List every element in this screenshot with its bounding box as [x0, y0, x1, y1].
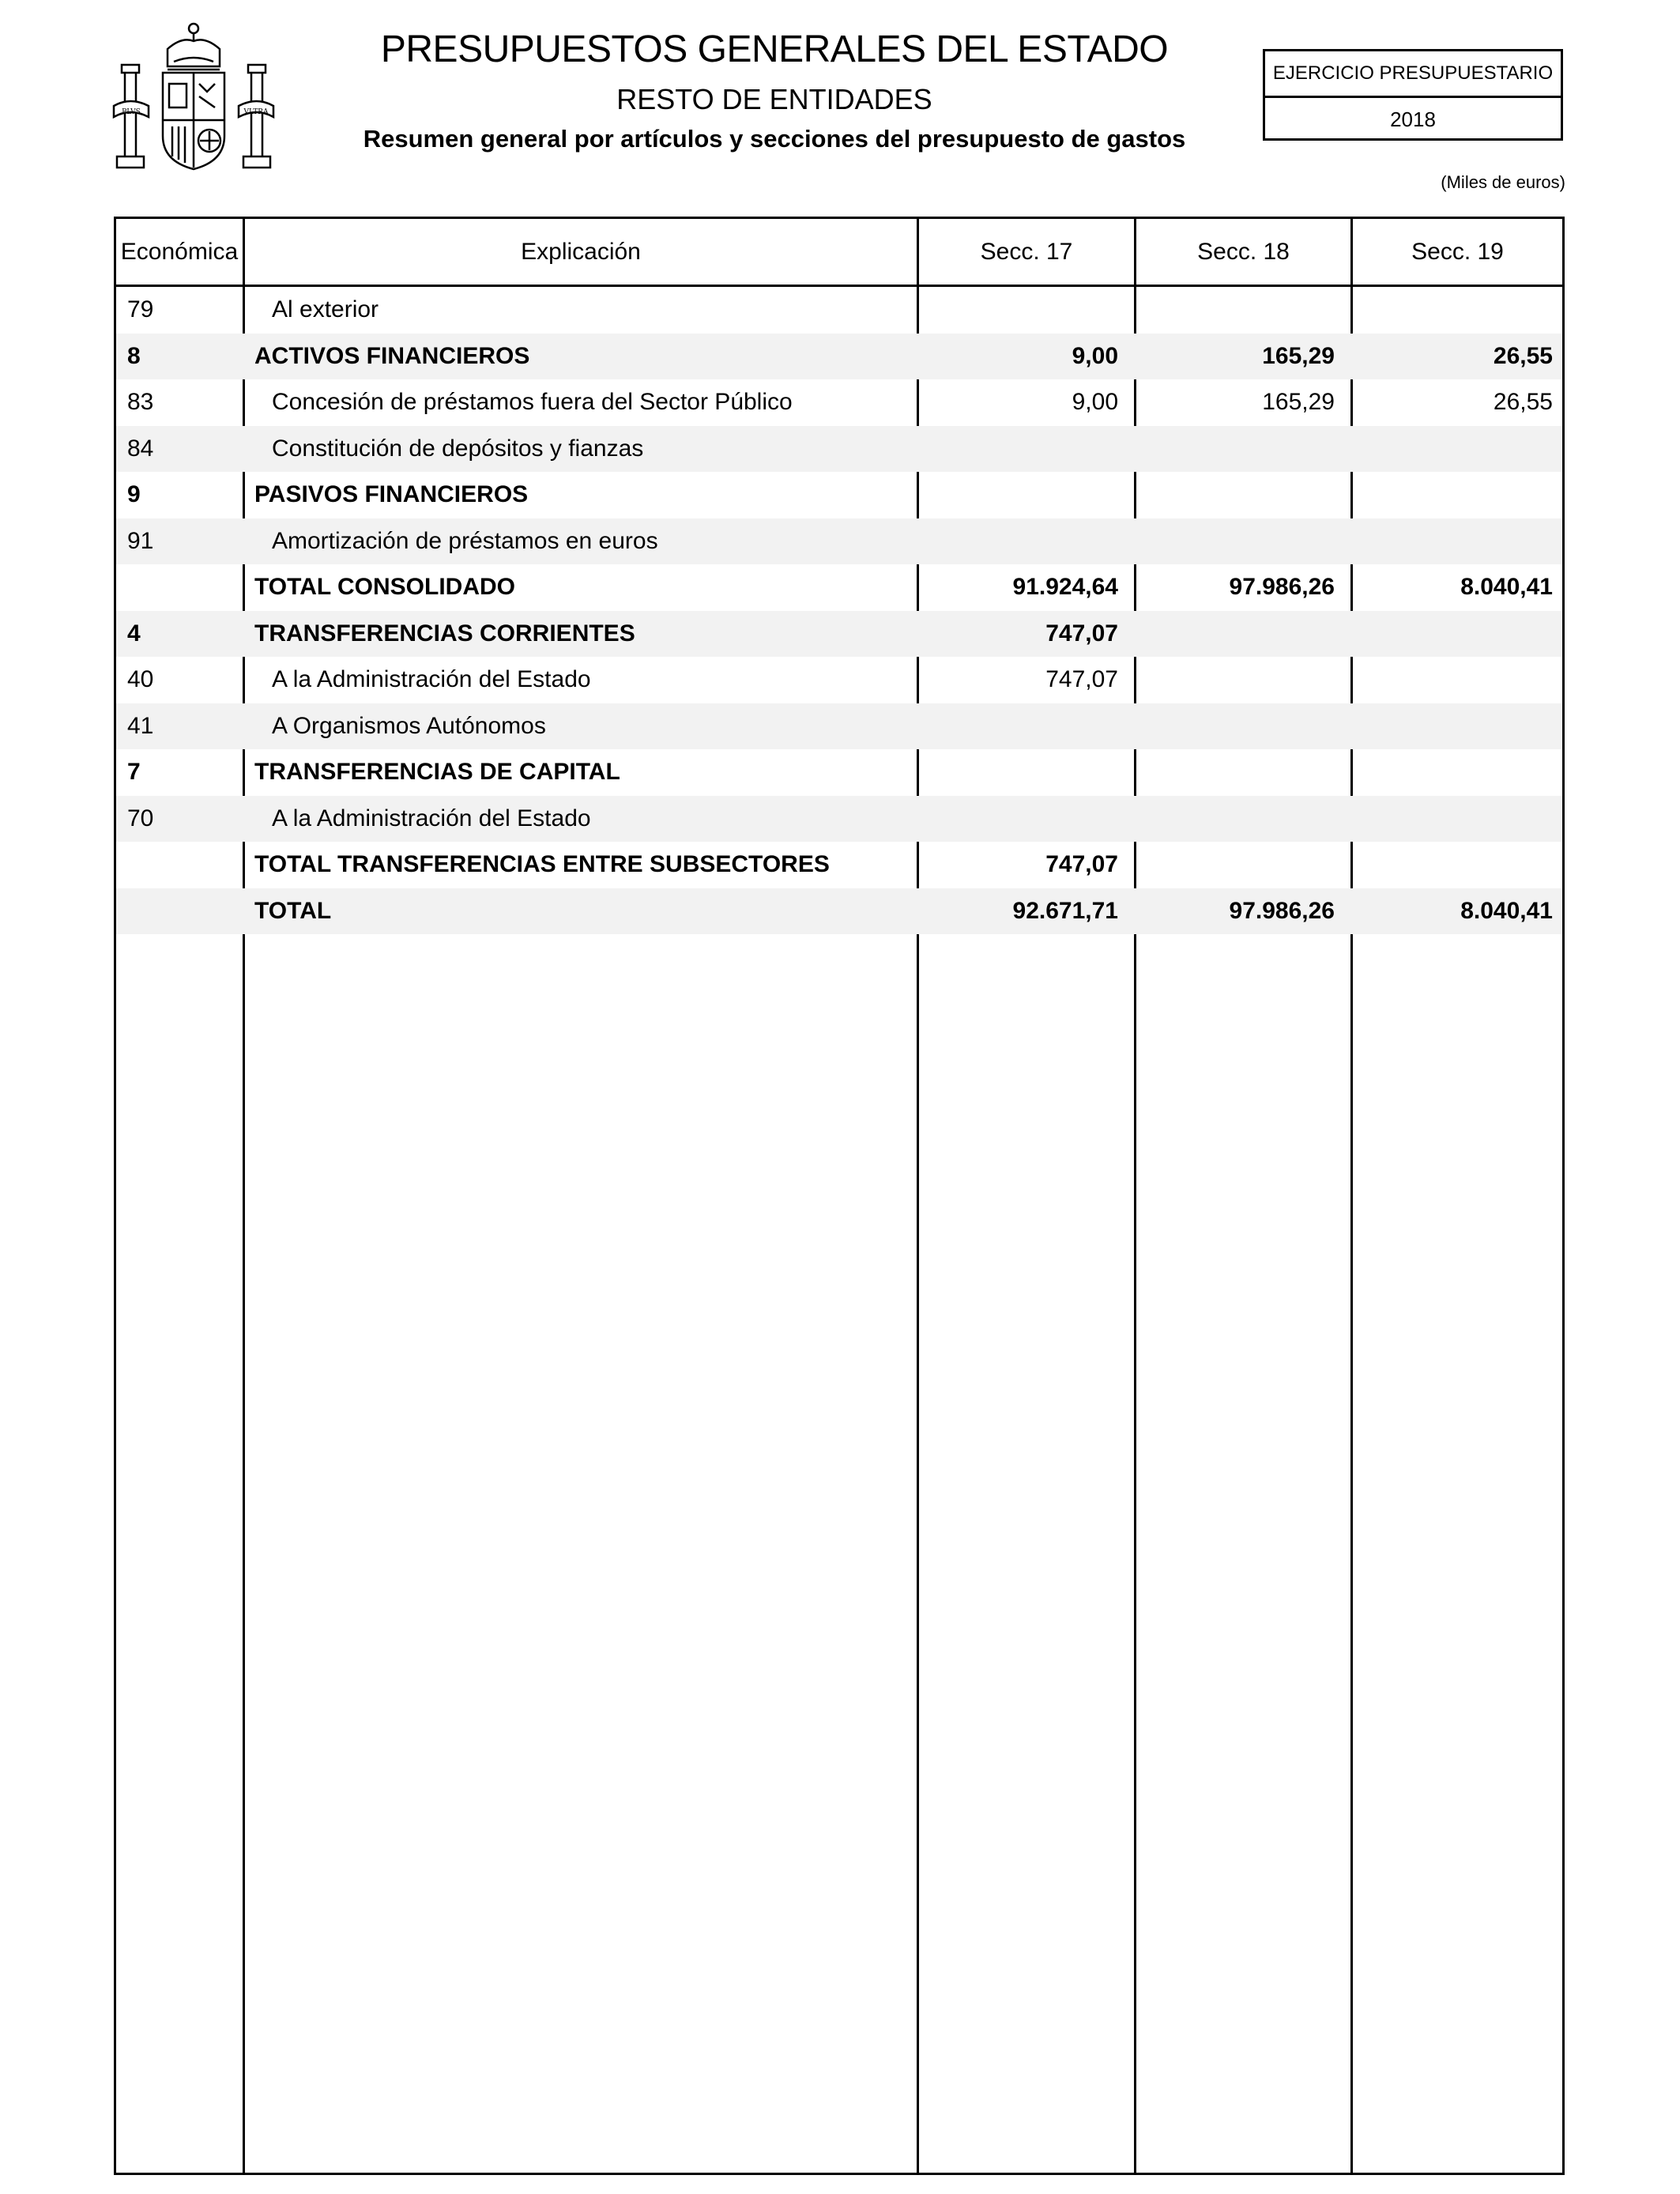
cell-secc-18: 165,29 — [1262, 389, 1335, 415]
cell-explicacion: TOTAL TRANSFERENCIAS ENTRE SUBSECTORES — [254, 851, 830, 877]
cell-explicacion: TOTAL — [254, 897, 332, 924]
cell-secc-18: 97.986,26 — [1229, 897, 1335, 924]
cell-explicacion: Constitución de depósitos y fianzas — [272, 435, 644, 462]
budget-table — [114, 217, 1565, 2175]
cell-secc-18 — [1131, 842, 1335, 888]
cell-secc-18: 165,29 — [1262, 342, 1335, 369]
cell-secc-17: 747,07 — [1045, 851, 1118, 877]
cell-explicacion: Amortización de préstamos en euros — [272, 527, 658, 554]
cell-secc-19: 8.040,41 — [1460, 574, 1553, 600]
cell-secc-17 — [914, 287, 1118, 334]
table-row — [116, 334, 1562, 380]
cell-economica: 7 — [127, 759, 141, 785]
table-row — [116, 888, 1562, 935]
cell-secc-17: 9,00 — [1072, 389, 1118, 415]
cell-explicacion: TOTAL CONSOLIDADO — [254, 574, 515, 600]
cell-secc-18 — [1131, 426, 1335, 473]
cell-explicacion: Al exterior — [272, 296, 379, 322]
cell-secc-17: 92.671,71 — [1012, 897, 1118, 924]
table-row — [116, 472, 1562, 518]
cell-economica: 79 — [127, 296, 154, 322]
cell-secc-18: 97.986,26 — [1229, 574, 1335, 600]
cell-explicacion: A la Administración del Estado — [272, 666, 591, 692]
cell-secc-17: 747,07 — [1045, 666, 1118, 692]
cell-secc-18 — [1131, 287, 1335, 334]
document-title: PRESUPUESTOS GENERALES DEL ESTADO — [380, 28, 1169, 70]
ejercicio-label: EJERCICIO PRESUPUESTARIO — [1265, 51, 1561, 98]
cell-economica — [127, 888, 238, 935]
cell-economica — [127, 842, 238, 888]
cell-secc-18 — [1131, 611, 1335, 658]
cell-explicacion: ACTIVOS FINANCIEROS — [254, 342, 530, 369]
cell-economica: 41 — [127, 712, 154, 739]
cell-secc-18 — [1131, 657, 1335, 703]
cell-secc-18 — [1131, 749, 1335, 796]
column-header-secc-18: Secc. 18 — [1197, 239, 1290, 265]
table-row — [116, 749, 1562, 796]
cell-secc-17 — [914, 796, 1118, 843]
ejercicio-value: 2018 — [1390, 107, 1436, 131]
column-header-explicacion: Explicación — [521, 239, 641, 265]
cell-secc-18 — [1131, 703, 1335, 750]
units-label: (Miles de euros) — [1441, 172, 1565, 192]
table-row — [116, 611, 1562, 658]
cell-secc-17: 91.924,64 — [1012, 574, 1118, 600]
cell-secc-19 — [1347, 703, 1553, 750]
cell-economica: 4 — [127, 620, 141, 647]
cell-economica: 83 — [127, 389, 154, 415]
cell-secc-19: 8.040,41 — [1460, 897, 1553, 924]
cell-secc-19 — [1347, 749, 1553, 796]
table-row — [116, 379, 1562, 426]
cell-secc-18 — [1131, 518, 1335, 565]
cell-secc-19 — [1347, 657, 1553, 703]
cell-explicacion: TRANSFERENCIAS DE CAPITAL — [254, 759, 620, 785]
ejercicio-box — [1263, 49, 1563, 141]
cell-economica: 70 — [127, 805, 154, 831]
cell-economica: 9 — [127, 481, 141, 507]
cell-secc-19 — [1347, 472, 1553, 518]
cell-secc-17 — [914, 703, 1118, 750]
cell-secc-19 — [1347, 426, 1553, 473]
svg-text:VLTRA: VLTRA — [243, 108, 269, 116]
cell-explicacion: TRANSFERENCIAS CORRIENTES — [254, 620, 635, 647]
table-row — [116, 842, 1562, 888]
cell-economica — [127, 564, 238, 611]
cell-secc-17 — [914, 518, 1118, 565]
table-row — [116, 703, 1562, 750]
cell-economica: 84 — [127, 435, 154, 462]
cell-secc-17: 747,07 — [1045, 620, 1118, 647]
cell-secc-19 — [1347, 518, 1553, 565]
cell-secc-19: 26,55 — [1493, 389, 1553, 415]
document-subtitle: RESTO DE ENTIDADES — [616, 83, 932, 115]
cell-secc-19 — [1347, 842, 1553, 888]
table-body — [116, 287, 1562, 934]
table-row — [116, 796, 1562, 843]
cell-secc-19 — [1347, 611, 1553, 658]
cell-explicacion: Concesión de préstamos fuera del Sector Público — [272, 389, 793, 415]
svg-text:PLVS: PLVS — [122, 108, 141, 116]
table-row — [116, 564, 1562, 611]
cell-explicacion: A la Administración del Estado — [272, 805, 591, 831]
cell-secc-17: 9,00 — [1072, 342, 1118, 369]
cell-economica: 8 — [127, 342, 141, 369]
table-row — [116, 657, 1562, 703]
cell-secc-18 — [1131, 796, 1335, 843]
cell-explicacion: PASIVOS FINANCIEROS — [254, 481, 529, 507]
table-row — [116, 518, 1562, 565]
column-header-secc-17: Secc. 17 — [980, 239, 1073, 265]
document-description: Resumen general por artículos y secciones del presupuesto de gastos — [363, 125, 1186, 153]
cell-secc-19 — [1347, 287, 1553, 334]
cell-secc-17 — [914, 749, 1118, 796]
column-header-secc-19: Secc. 19 — [1411, 239, 1504, 265]
cell-secc-17 — [914, 426, 1118, 473]
cell-secc-19 — [1347, 796, 1553, 843]
cell-economica: 40 — [127, 666, 154, 692]
cell-explicacion: A Organismos Autónomos — [272, 712, 546, 739]
cell-economica: 91 — [127, 527, 154, 554]
table-row — [116, 426, 1562, 473]
coat-of-arms-emblem — [111, 17, 277, 175]
column-header-economica: Económica — [120, 239, 239, 265]
cell-secc-17 — [914, 472, 1118, 518]
table-row — [116, 287, 1562, 334]
cell-secc-18 — [1131, 472, 1335, 518]
cell-secc-19: 26,55 — [1493, 342, 1553, 369]
